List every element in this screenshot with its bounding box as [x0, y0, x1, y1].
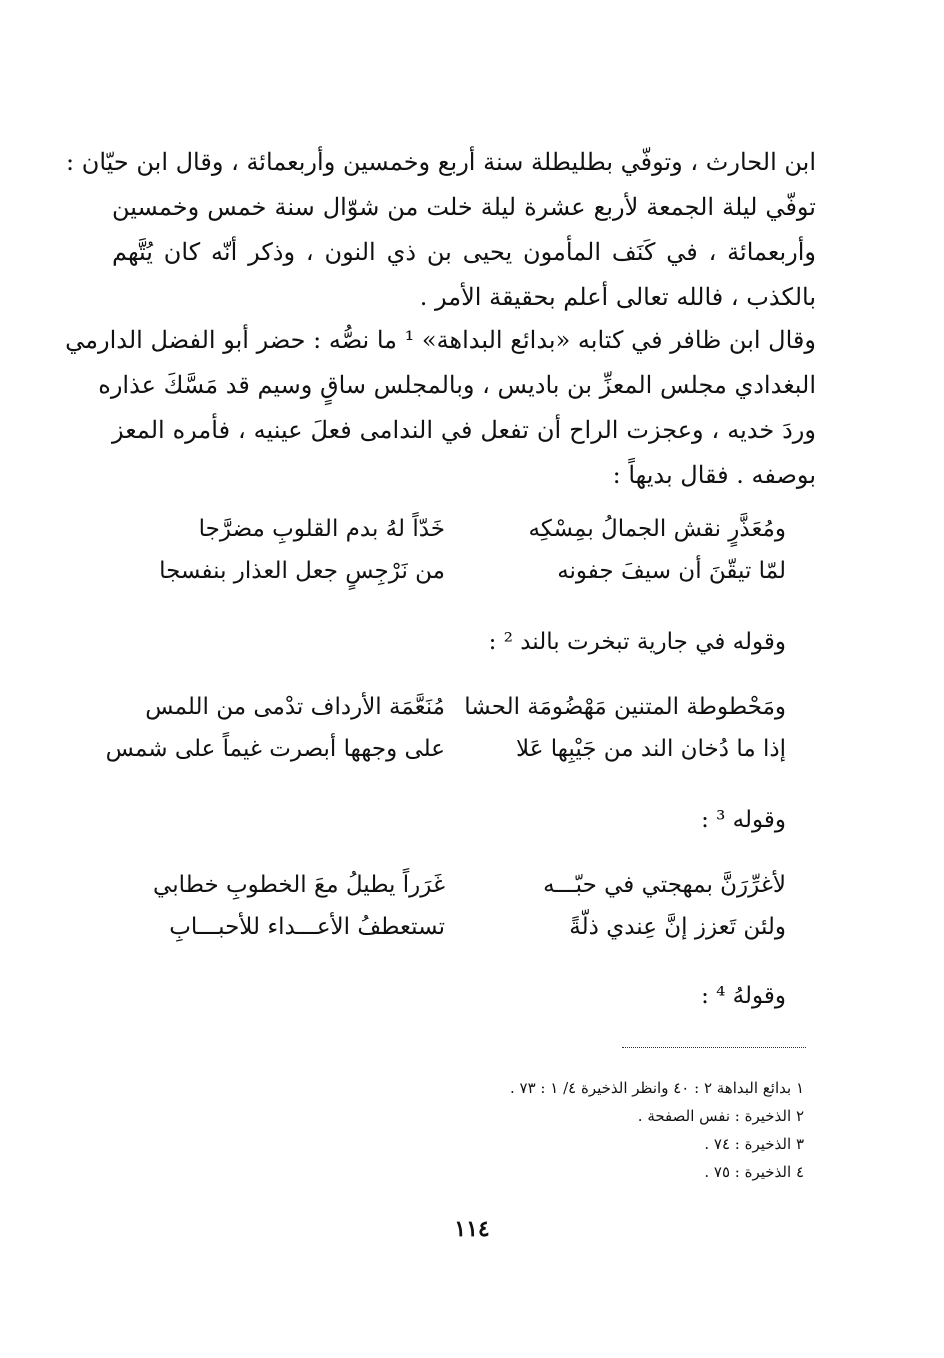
verse-line	[140, 906, 786, 948]
footnote: ٣ الذخيرة : ٧٤ .	[704, 1135, 804, 1153]
first-hemistich: ومَحْطوطة المتنين مَهْضُومَة الحشا	[464, 694, 786, 720]
paragraph-1	[66, 140, 816, 320]
poem-intro-3: وقولهُ ⁴ :	[701, 983, 786, 1009]
footnote: ٤ الذخيرة : ٧٥ .	[704, 1163, 804, 1181]
verse-line	[140, 550, 786, 592]
verse-line	[140, 686, 786, 728]
text-line: وردَ خديه ، وعجزت الراح أن تفعل في الندامى فعلَ عينيه ، فأمره المعز	[112, 416, 816, 444]
text-line: البغدادي مجلس المعزِّ بن باديس ، وبالمجلس ساقٍ وسيم قد مَسَّكَ عذاره	[98, 371, 816, 399]
second-hemistich: من نَرْجِسٍ جعل العذار بنفسجا	[159, 558, 445, 584]
text-line: وقال ابن ظافر في كتابه «بدائع البداهة» ¹ ما نصُّه : حضر أبو الفضل الدارمي	[65, 326, 816, 354]
poem-intro-1: وقوله في جارية تبخرت بالند ² :	[488, 629, 786, 655]
poem-2	[105, 686, 786, 770]
text-line: توفّي ليلة الجمعة لأربع عشرة ليلة خلت من شوّال سنة خمس وخمسين	[112, 193, 816, 221]
verse-line	[105, 728, 786, 770]
text-line: بوصفه . فقال بديهاً :	[612, 461, 816, 489]
footnotes	[510, 1074, 804, 1186]
second-hemistich: تستعطفُ الأعـــداء للأحبـــابِ	[169, 914, 445, 940]
first-hemistich: ومُعَذَّرٍ نقش الجمالُ بمِسْكِه	[528, 516, 786, 542]
poem-1	[140, 508, 786, 592]
first-hemistich: لمّا تيقّنَ أن سيفَ جفونه	[557, 558, 786, 584]
paragraph-2	[65, 318, 816, 498]
second-hemistich: مُنَعَّمَة الأرداف تدْمى من اللمس	[145, 694, 445, 720]
footnote-separator	[622, 1047, 806, 1048]
poem-3	[140, 864, 786, 948]
text-line: بالكذب ، فالله تعالى أعلم بحقيقة الأمر .	[419, 283, 816, 311]
second-hemistich: على وجهها أبصرت غيماً على شمس	[105, 736, 445, 762]
text-line: وأربعمائة ، في كَنَف المأمون يحيى بن ذي النون ، وذكر أنّه كان يُتَّهم	[112, 238, 816, 266]
footnote: ١ بدائع البداهة ٢ : ٤٠ وانظر الذخيرة ٤/ ١ : ٧٣ .	[509, 1079, 804, 1097]
first-hemistich: ولئن تَعزز إنَّ عِندي ذلّةً	[569, 914, 786, 940]
second-hemistich: غَرَراً يطيلُ معَ الخطوبِ خطابي	[153, 872, 445, 898]
verse-line	[140, 508, 786, 550]
page-number: ١١٤	[454, 1216, 490, 1242]
footnote: ٢ الذخيرة : نفس الصفحة .	[637, 1107, 804, 1125]
first-hemistich: لأغرِّرَنَّ بمهجتي في حبّـــه	[543, 872, 786, 898]
second-hemistich: خَدّاً لهُ بدم القلوبِ مضرَّجا	[198, 516, 445, 542]
verse-line	[140, 864, 786, 906]
text-line: ابن الحارث ، وتوفّي بطليطلة سنة أربع وخمسين وأربعمائة ، وقال ابن حيّان :	[66, 148, 816, 176]
first-hemistich: إذا ما دُخان الند من جَيْبِها عَلا	[516, 736, 786, 762]
poem-intro-2: وقوله ³ :	[701, 807, 786, 833]
